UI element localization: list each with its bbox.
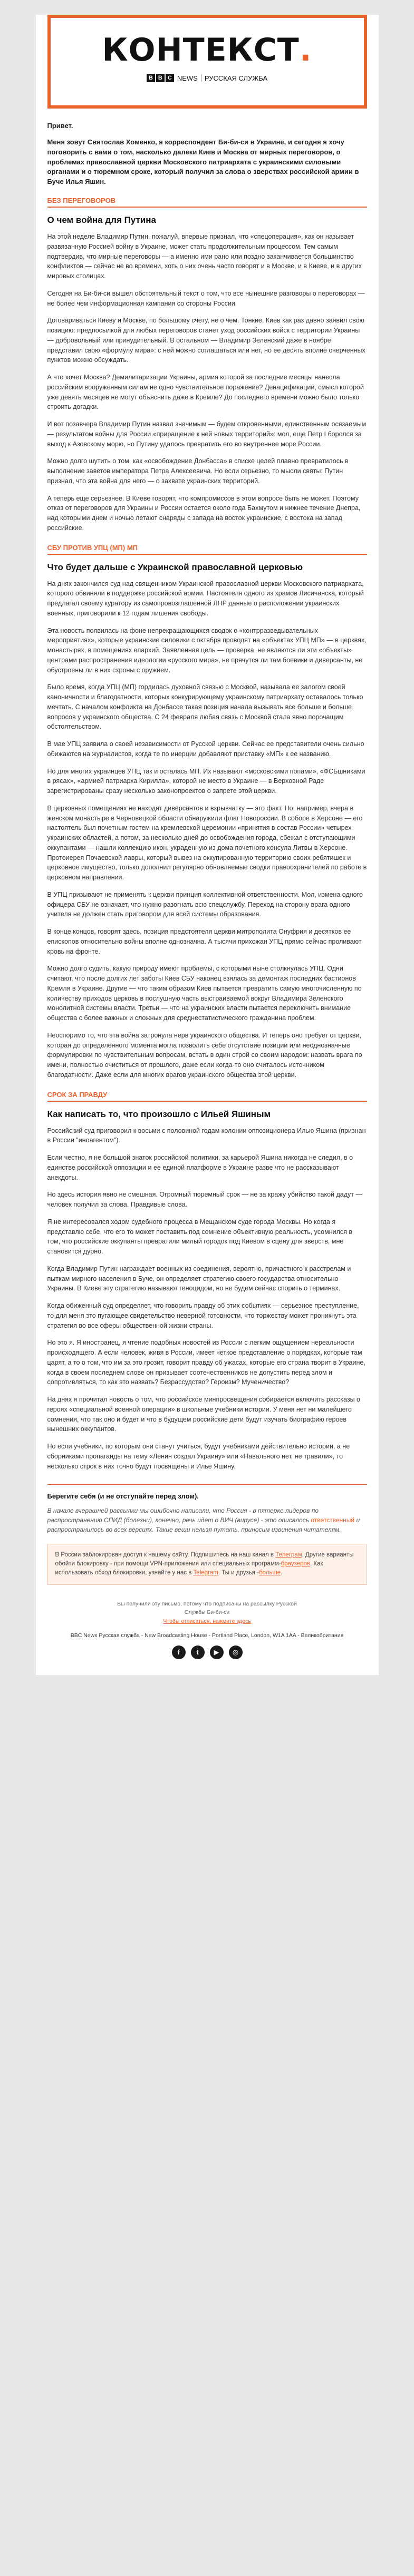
social-links [47,1645,367,1659]
footer [47,1600,367,1659]
article-paragraph: И вот позавчера Владимир Путин назвал значимым — будем откровенными, единственным осязаемым — результатом войны для России «приращение к ней новых территорий»: мол, еще Петр I боролся за выход к Азовскому морю, но Путину удалось превратить его во внутреннее море России. [47,420,367,448]
article-paragraph: В церковных помещениях не находят диверсантов и взрывчатку — это факт. Но, например, вчера в женском монастыре в Черновецкой области обнаружили флаг Новороссии. В соборе в Херсоне — его настоятель был почетным гостем на кремлевской церемонии «принятия в состав России» четырех украинских областей, а потом, за несколько дней до освобождения города, сбежал с отступающими оккупантами — нашли коллекцию икон, украденную из дома почетного консула Литвы в Херсоне. Протоиерея Почаевской лавры, который вывез на оккупированную территорию своих ребятишек и церковное имущество, только дополнил регулярно обновляемые сводки правоохранителей по работе в церковном направлении. [47,804,367,881]
article-section [47,1088,367,1472]
section-label: СРОК ЗА ПРАВДУ [47,1090,108,1099]
section-title: Как написать то, что произошло с Ильей Яшиным [47,1109,271,1119]
correction-notice [47,1484,367,1534]
article-paragraph: На этой неделе Владимир Путин, пожалуй, впервые признал, что «спецоперация», как он называет развязанную Россией войну в Украине, может стать продолжительным процессом. Тем самым подтвердив, что мирные переговоры — а именно ими рано или поздно заканчивается большинство конфликтов — сейчас не во времени, хоть о них очень часто говорят и в Москве, и в Киеве, и в других мировых столицах. [47,233,362,280]
brand-dot: . [299,32,312,68]
bbc-block: B [156,74,165,82]
article-paragraph: А что хочет Москва? Демилитаризации Украины, армия которой за последние месяцы нанесла российским вооруженным силам не одно чувствительное поражение? Денацификации, смысл которой уже девять месяцев не могут объяснить даже в Кремле? До последнего времени можно было только строить догадки. [47,374,364,411]
article-paragraph: На днях я прочитал новость о том, что российское минпросвещения собирается включить рассказы о героях «специальной военной операции» в школьные учебники истории. У меня нет ни малейшего сомнения, что так оно и будет и что в будущем российские дети будут изучать биографию героев нынешних оккупантов. [47,1396,360,1433]
youtube-icon[interactable]: ▶ [210,1645,224,1659]
article-section [47,541,367,1080]
article-paragraph: А теперь еще серьезнее. В Киеве говорят, что компромиссов в этом вопросе быть не может. Поэтому отказ от переговоров для Украины и России остается около года Бахмутом и нижнее течение Днепра, над которыми днем и ночью летают снаряды с запада на восток украинские, с востока на запад российские. [47,494,361,532]
footer-service-name: Службы Би-би-си [184,1609,230,1616]
facebook-icon[interactable]: f [172,1645,186,1659]
notice-title: Берегите себя (и не отступайте перед злом). [47,1492,199,1501]
section-title: Что будет дальше с Украинской православной церковью [47,562,303,572]
instagram-icon[interactable]: ◎ [229,1645,243,1659]
section-divider [47,1101,367,1102]
browser-link[interactable]: браузеров [281,1561,311,1568]
article-paragraph: Договариваться Киеву и Москве, по большому счету, не о чем. Тонкие, Киев как раз давно заявил свою позицию: предпосылкой для любых переговоров станет уход российских войск с территории Украины — добровольный или принудительный. В остальном — Владимир Зеленский даже в ноябре представил свою «формулу мира»: с ней можно соглашаться или нет, но ее десять вполне очерченных пунктов можно обсуждать. [47,317,365,364]
telegram-link[interactable]: Телеграм [275,1551,302,1558]
brand-logo [51,18,364,68]
section-divider [47,554,367,555]
article-paragraph: В УПЦ призывают не применять к церкви принцип коллективной ответственности. Мол, измена одного офицера СБУ не означает, что нужно разогнать всю спецслужбу. Переход на сторону врага одного учителя не должен стать приговором для всей системы образования. [47,890,363,918]
telegram-link-2[interactable]: Telegram [193,1570,218,1576]
article-paragraph: В мае УПЦ заявила о своей независимости от Русской церкви. Сейчас ее представители очень сильно обижаются на журналистов, когда те по инерции добавляют приставку «МП» к ее названию. [47,740,364,758]
article-paragraph: В конце концов, говорят здесь, позиция предстоятеля церкви митрополита Онуфрия и десятков ее епископов относительно войны вполне однозначна. А тысячи прихожан УПЦ прямо сейчас проливают кровь на фронте. [47,928,362,955]
section-title: О чем война для Путина [47,215,156,226]
greeting: Привет. [47,122,73,130]
notice-text: В начале вчерашней рассылки мы ошибочно написали, что Россия - в пятерке лидеров по распространению СПИД (болезни), конечно, речь идет о ВИЧ (вирусе) - это описалось ответственный и распространилось во всех версиях. Такие вещи нельзя путать, приносим извинения читателям. [47,1506,360,1533]
article-paragraph: Можно долго шутить о том, как «освобождение Донбасса» в списке целей плавно превратилось в выполнение заветов императора Петра Алексеевича. Но если серьезно, то мысли святы: Путин признал, что эта война для него — о захвате украинских территорий. [47,457,349,485]
bbc-subbrand [51,74,364,82]
article-paragraph: Можно долго судить, какую природу имеют проблемы, с которыми ныне столкнулась УПЦ. Одни считают, что после долгих лет заботы Киев СБУ наконец взялась за демонтаж последних бастионов Кремля в Украине. Другие — что таким образом Киев пытается превратить самую многочисленную по количеству приходов церковь в послушную часть выстраиваемой вокруг Владимира Зеленского монолитной системы власти. Третьи — что на украинских власти пытается переключить внимание общества с более важных и сложных для среднестатистического гражданина проблем. [47,965,362,1022]
more-link[interactable]: больше [259,1570,281,1576]
article-paragraph: Российский суд приговорил к восьми с половиной годам колонии оппозиционера Илью Яшина (признан в России "иноагентом"). [47,1127,366,1144]
footer-subscribed-note: Вы получили эту письмо, потому что подписаны на рассылку Русской [117,1600,297,1607]
section-label: БЕЗ ПЕРЕГОВОРОВ [47,197,116,205]
article-paragraph: Когда обиженный суд определяет, что говорить правду об этих событиях — серьезное преступление, то для меня это пугающее свидетельство неверной готовности, что торжеству может проникнуть эта стратегия во все сферы общественной жизни страны. [47,1302,359,1329]
twitter-icon[interactable]: t [191,1645,205,1659]
footer-address: BBC News Русская служба - New Broadcasting House - Portland Place, London, W1A 1AA - Великобритания [70,1632,344,1639]
article-paragraph: Но для многих украинцев УПЦ так и осталась МП. Их называют «московскими попами», «ФСБшниками в рясах», «армией патриарха Кирилла», которой не место в Украине — в Верховной Раде зарегистрированы сразу несколько законопроектов о запрете этой церкви. [47,767,365,795]
article-paragraph: Сегодня на Би-би-си вышел обстоятельный текст о том, что все нынешние разговоры о переговорах — не более чем информационная кампания со стороны России. [47,289,365,307]
unsubscribe-link[interactable]: Чтобы отписаться, нажмите здесь [163,1618,251,1625]
section-divider [47,207,367,208]
article-paragraph: Если честно, я не большой знаток российской политики, за карьерой Яшина никогда не следил, в о единстве российской оппозиции и ее единой платформе в Украине разве что не рассказывают анекдоты. [47,1154,353,1181]
bbc-news-label: NEWS [177,74,198,82]
bbc-block: B [147,74,155,82]
intro-lead: Меня зовут Святослав Хоменко, я корреспондент Би-би-си в Украине, и сегодня я хочу поговорить с вами о том, насколько далеки Киев и Москва от мирных переговоров, о проблемах православной церкви Московского патриархата с украинскими силовыми органами и о тюремном сроке, который получил за слова о зверствах российской армии в Буче Илья Яшин. [47,138,359,186]
article-paragraph: Неоспоримо то, что эта война затронула нерв украинского общества. И теперь оно требует от церкви, которая до определенного момента могла позволить себе отсутствие позиции или неоднозначные формулировки по чувствительным вопросам, встать в один строй со своим народом: назвать врага по имени, полностью очиститься от прошлого, даже если когда-то оно считалось источником благодатности. Даже если для многих врагов украинского общества этой церкви. [47,1031,362,1079]
article-paragraph: Но это я. Я иностранец, я чтение подобных новостей из России с легким ощущением нереальности происходящего. А если человек, живя в России, имеет четкое представление о порядках, которые там царят, а то о том, что им за это грозит, говорит правду об ужасах, которые его страна творит в Украине, когда в своем последнем слове он призывает соотечественников не допустить перед злом и сопротивляться, то как это назвать? Безрассудство? Героизм? Мученичество? [47,1339,365,1386]
newsletter-container [36,15,379,1675]
article-paragraph: Когда Владимир Путин награждает военных из соединения, вероятно, причастного к расстрелам и пыткам мирного населения в Буче, он определяет стратегию своего государства относительно Украины. В Киеве эту стратегию называют геноцидом, но не будем сейчас спорить о терминах. [47,1265,351,1292]
article-paragraph: На днях закончился суд над священником Украинской православной церкви Московского патриархата, которого обвиняли в поддержке российской армии. Настоятеля одного из храмов Лисичанска, который предлагал своему куратору из самопровозглашенной ЛНР данные о расположении украинских военных, приговорили к 12 годам лишения свободы. [47,580,364,617]
article-paragraph: Я не интересовался ходом судебного процесса в Мещанском суде города Москвы. Но когда я представлю себе, что его то может поставить под сомнение объективную реальность, усомнился в том, что российские оккупанты превратили милый городок под Киевом в сцену для зверств, мне становится дурно. [47,1218,353,1256]
article-paragraph: Но если учебники, по которым они станут учиться, будут учебниками действительно истории, а не сборниками пропаганды на тему «Ленин создал Украину» или «Навального нет, не травили», то несколько строк в них точно будут посвящены и Илье Яшину. [47,1443,350,1470]
blocking-tip: В России заблокирован доступ к нашему сайту. Подпишитесь на наш канал в Телеграм. Другие варианты обойти блокировку - при помощи VPN-приложения или специальных программ-браузеров. Как использовать обход блокировки, узнайте у нас в Telegram. Ты и друзья -больше. [47,1544,367,1585]
bbc-block: C [166,74,174,82]
article-paragraph: Было время, когда УПЦ (МП) гордилась духовной связью с Москвой, называла ее залогом своей каноничности и благодатности, которых конкурирующему украинскому патриархату оставалось только мечтать. С началом конфликта на Донбассе такая позиция начала вызывать все больше и больше вопросов у украинского общества. С 24 февраля любая связь с Москвой стала явно порочащим обстоятельством. [47,683,363,731]
newsletter-header [47,15,367,109]
russian-service-label: РУССКАЯ СЛУЖБА [204,74,268,82]
section-label: СБУ ПРОТИВ УПЦ (МП) МП [47,543,138,552]
bbc-logo [147,74,174,82]
article-paragraph: Но здесь история явно не смешная. Огромный тюремный срок — не за кражу убийство такой дадут — человек получил за слова. Правдивые слова. [47,1191,362,1209]
brand-main: КОНТЕКСТ [102,32,300,68]
article-paragraph: Эта новость появилась на фоне непрекращающихся сводок о «контрразведывательных мероприятиях», которые украинские силовики с октября проводят на «объектах УПЦ МП» — в церквях, монастырях, в помещениях епархий. Заявленная цель — проверка, не являются ли эти «объекты» центрами распространения идеологии «русского мира», не прячутся ли там боевики и диверсанты, не обустроены ли в них схроны с оружием. [47,626,367,674]
article-section [47,193,367,533]
